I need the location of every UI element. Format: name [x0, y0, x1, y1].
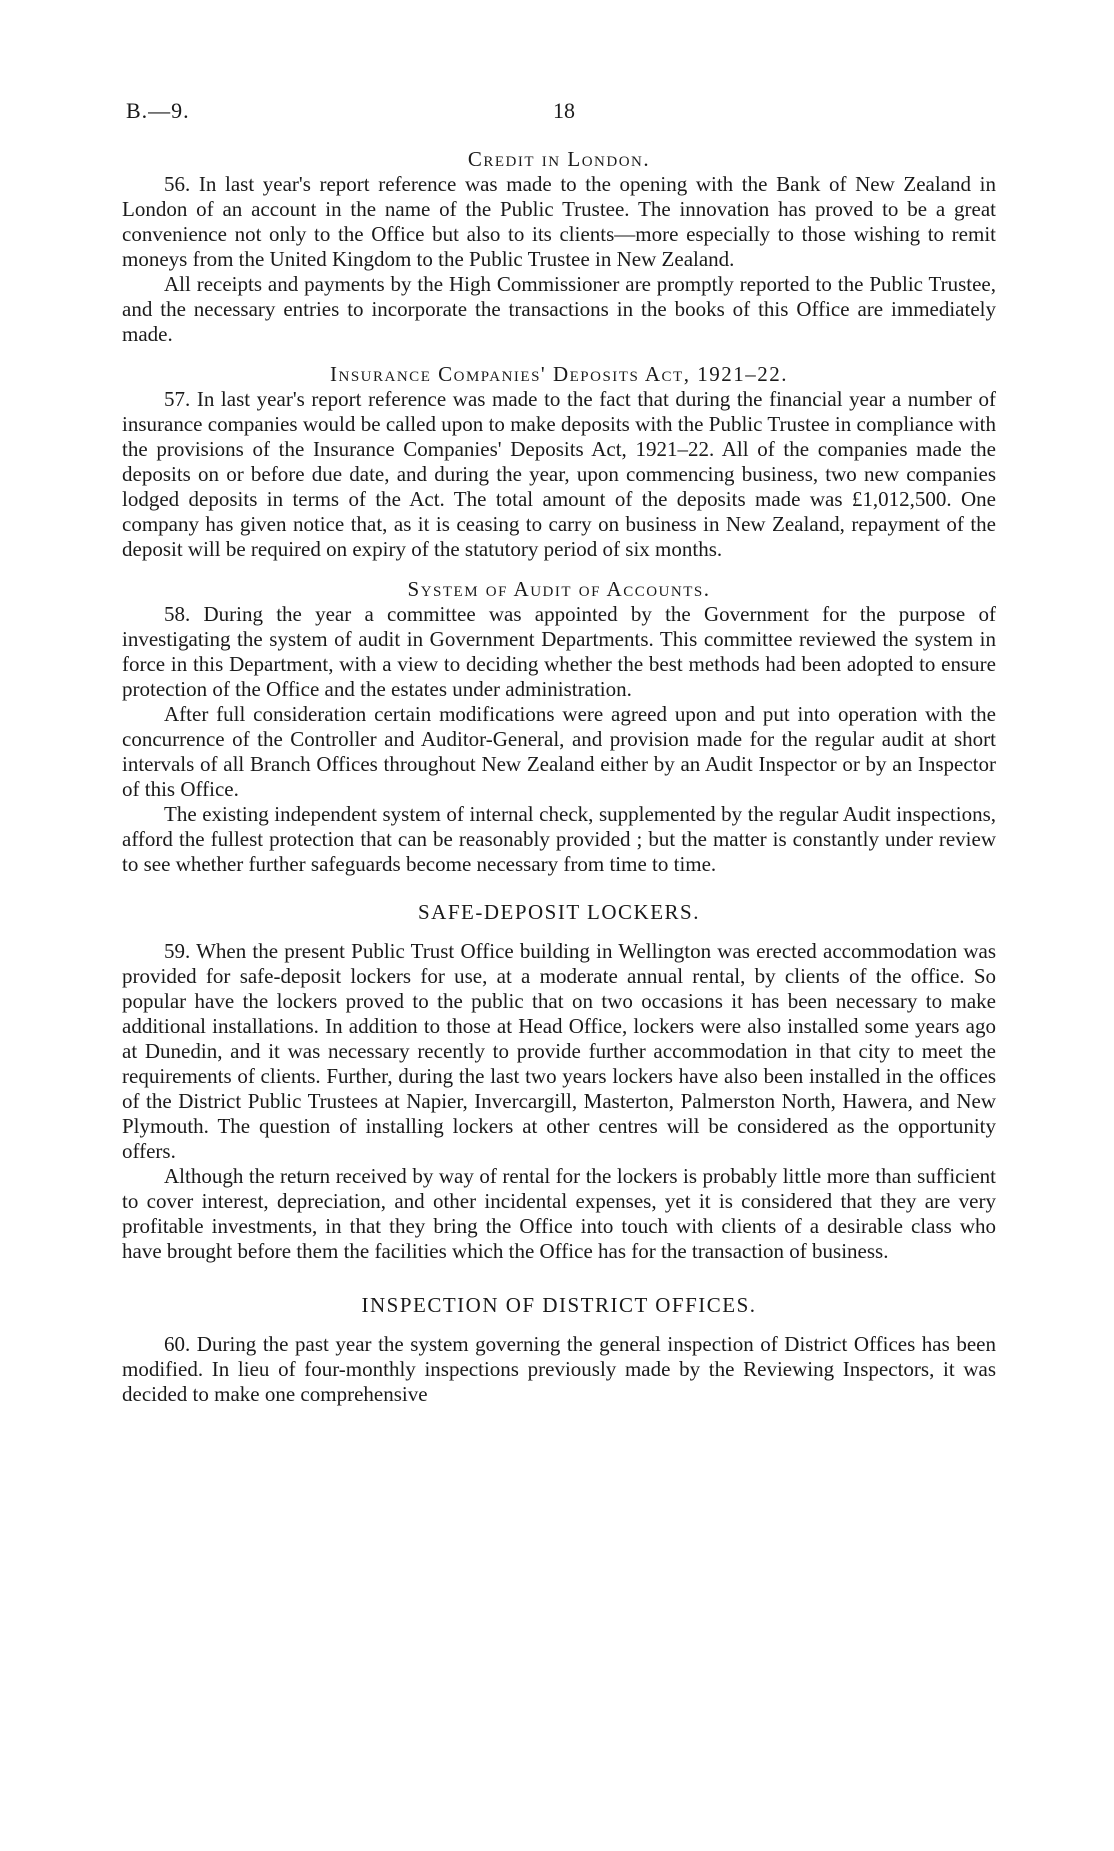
section-safe-deposit-lockers: [122, 899, 996, 1264]
section-heading: Insurance Companies' Deposits Act, 1921–22.: [330, 362, 788, 386]
paragraph-60: 60. During the past year the system governing the general inspection of District Offices has been modified. In lieu of four-monthly inspections previously made by the Reviewing Inspectors, it was decided to make one comprehensive: [122, 1332, 996, 1406]
document-reference: B.—9.: [126, 98, 190, 123]
section-heading: SAFE-DEPOSIT LOCKERS.: [418, 900, 700, 924]
page-body: [122, 146, 996, 1407]
section-audit-system: [122, 576, 996, 877]
section-heading: System of Audit of Accounts.: [407, 577, 711, 601]
section-heading: Credit in London.: [467, 147, 651, 171]
paragraph-56: 56. In last year's report reference was made to the opening with the Bank of New Zealand in London of an account in the name of the Public Trustee. The innovation has proved to be a great convenience not only to the Office but also to its clients—more especially to those wishing to remit moneys from the United Kingdom to the Public Trustee in New Zealand.: [122, 172, 996, 271]
paragraph-58-continued-1: After full consideration certain modifications were agreed upon and put into operation with the concurrence of the Controller and Auditor-General, and provision made for the regular audit at short intervals of all Branch Offices throughout New Zealand either by an Audit Inspector or by an Inspector of this Office.: [122, 702, 996, 801]
paragraph-57: 57. In last year's report reference was made to the fact that during the financial year a number of insurance companies would be called upon to make deposits with the Public Trustee in compliance with the provisions of the Insurance Companies' Deposits Act, 1921–22. All of the companies made the deposits on or before due date, and during the year, upon commencing business, two new companies lodged deposits in terms of the Act. The total amount of the deposits made was £1,012,500. One company has given notice that, as it is ceasing to carry on business in New Zealand, repayment of the deposit will be required on expiry of the statutory period of six months.: [122, 387, 996, 561]
section-inspection-district-offices: [122, 1292, 996, 1407]
paragraph-59-continued: Although the return received by way of rental for the lockers is probably little more than sufficient to cover interest, depreciation, and other incidental expenses, yet it is considered that they are very profitable investments, in that they bring the Office into touch with clients of a desirable class who have brought before them the facilities which the Office has for the transaction of business.: [122, 1164, 996, 1263]
paragraph-59: 59. When the present Public Trust Office building in Wellington was erected accommodation was provided for safe-deposit lockers for use, at a moderate annual rental, by clients of the office. So popular have the lockers proved to the public that on two occasions it has been necessary to make additional installations. In addition to those at Head Office, lockers were also installed some years ago at Dunedin, and it was necessary recently to provide further accommodation in that city to meet the requirements of clients. Further, during the last two years lockers have also been installed in the offices of the District Public Trustees at Napier, Invercargill, Masterton, Palmerston North, Hawera, and New Plymouth. The question of installing lockers at other centres will be considered as the opportunity offers.: [122, 939, 996, 1163]
section-insurance-deposits: [122, 361, 996, 562]
section-heading: INSPECTION OF DISTRICT OFFICES.: [361, 1293, 757, 1317]
page-number: 18: [553, 98, 575, 123]
paragraph-58: 58. During the year a committee was appointed by the Government for the purpose of investigating the system of audit in Government Departments. This committee reviewed the system in force in this Department, with a view to deciding whether the best methods had been adopted to ensure protection of the Office and the estates under administration.: [122, 602, 996, 701]
paragraph-56-continued: All receipts and payments by the High Commissioner are promptly reported to the Public Trustee, and the necessary entries to incorporate the transactions in the books of this Office are immediately made.: [122, 272, 996, 346]
section-credit-in-london: [122, 146, 996, 347]
paragraph-58-continued-2: The existing independent system of internal check, supplemented by the regular Audit inspections, afford the fullest protection that can be reasonably provided ; but the matter is constantly under review to see whether further safeguards become necessary from time to time.: [122, 802, 996, 876]
